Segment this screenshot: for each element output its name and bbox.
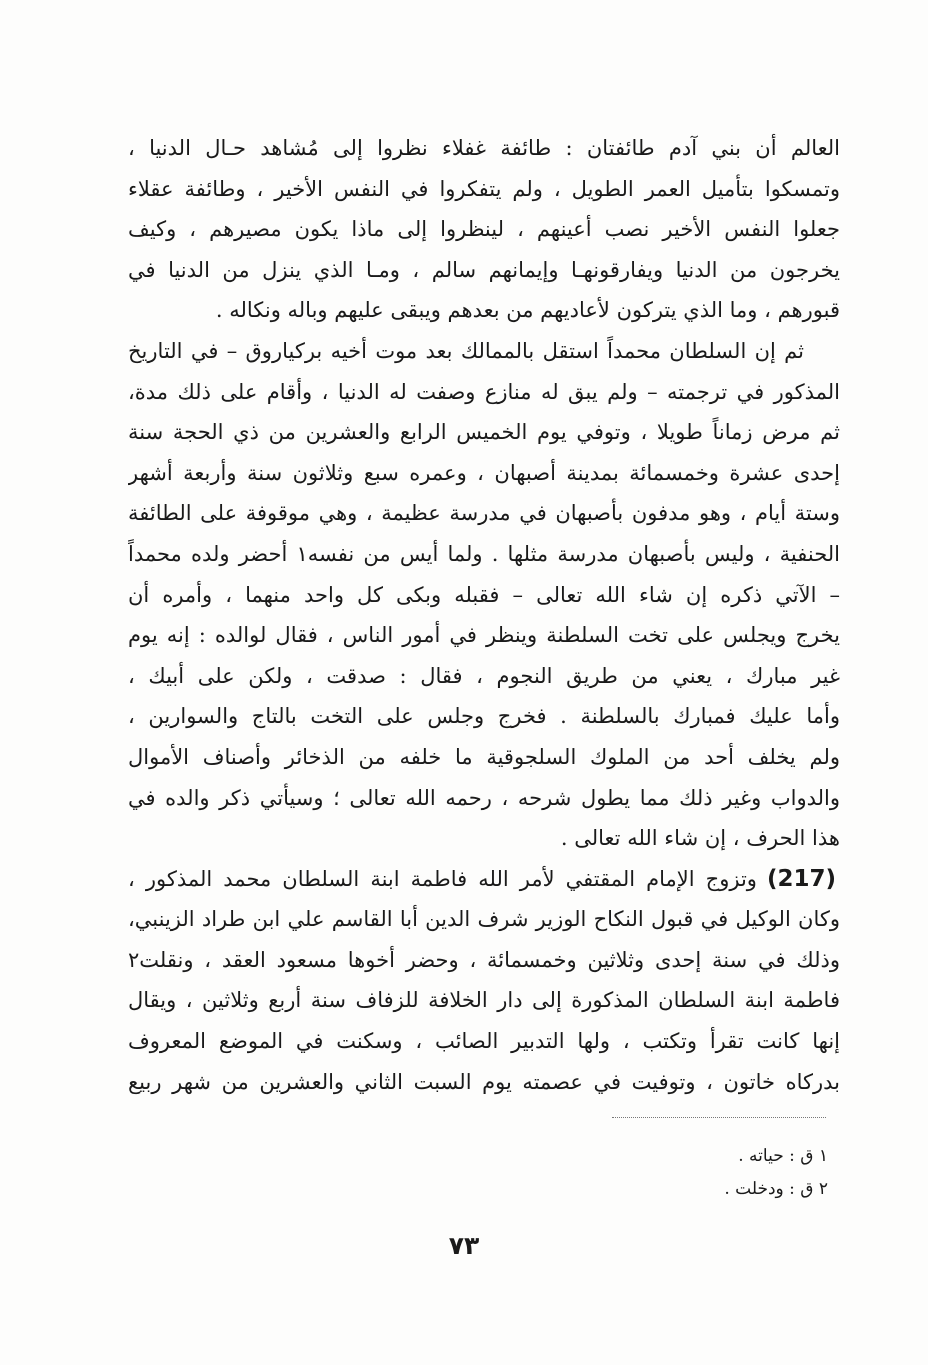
text-line: يخرجون من الدنيا ويفارقونهـا وإيمانهم سالم ، ومـا الذي ينزل من الدنيا في: [128, 257, 840, 282]
text-line: والدواب وغير ذلك مما يطول شرحه ، رحمه الله تعالى ؛ وسيأتي ذكر والده في: [128, 785, 840, 810]
text-line: ثم مرض زماناً طويلا ، وتوفي يوم الخميس الرابع والعشرين من ذي الحجة سنة: [128, 420, 840, 445]
entry-first-line-text: وتزوج الإمام المقتفي لأمر الله فاطمة ابنة السلطان محمد المذكور ،: [128, 866, 757, 891]
text-line: إحدى عشرة وخمسمائة بمدينة أصبهان ، وعمره سبع وثلاثون سنة وأربعة أشهر: [128, 460, 840, 485]
text-line: ثم إن السلطان محمداً استقل بالممالك بعد موت أخيه بركياروق – في التاريخ: [128, 338, 804, 363]
entry-number: (217): [766, 865, 836, 892]
footnote: ٢ ق : ودخلت .: [724, 1179, 828, 1199]
text-line: وذلك في سنة إحدى وثلاثين وخمسمائة ، وحضر أخوها مسعود العقد ، ونقلت٢: [128, 947, 840, 972]
footnote-separator: [612, 1117, 826, 1118]
page-number: ٧٣: [448, 1231, 480, 1260]
text-line: – الآتي ذكره إن شاء الله تعالى – فقبله وبكى كل واحد منهما ، وأمره أن: [128, 582, 840, 607]
text-line: يخرج ويجلس على تخت السلطنة وينظر في أمور الناس ، فقال لوالده : إنه يوم: [128, 623, 840, 648]
text-line: جعلوا النفس الأخير نصب أعينهم ، لينظروا إلى ماذا يكون مصيرهم ، وكيف: [128, 217, 840, 242]
text-line: قبورهم ، وما الذي يتركون لأعاديهم من بعدهم ويبقى عليهم وباله ونكاله .: [215, 298, 840, 323]
text-line: وستة أيام ، وهو مدفون بأصبهان في مدرسة عظيمة ، وهي موقوفة على الطائفة: [128, 501, 840, 526]
text-line: ولم يخلف أحد من الملوك السلجوقية ما خلفه من الذخائر وأصناف الأموال: [128, 744, 840, 769]
text-line: وأما عليك فمبارك بالسلطنة . فخرج وجلس على التخت بالتاج والسوارين ،: [128, 704, 840, 729]
text-line: فاطمة ابنة السلطان المذكورة إلى دار الخلافة للزفاف سنة أربع وثلاثين ، ويقال: [128, 988, 840, 1013]
text-line: المذكور في ترجمته – ولم يبق له منازع وصفت له الدنيا ، وأقام على ذلك مدة،: [128, 379, 840, 404]
text-line: إنها كانت تقرأ وتكتب ، ولها التدبير الصائب ، وسكنت في الموضع المعروف: [128, 1029, 840, 1054]
footnotes: [560, 1140, 828, 1206]
main-text: [128, 128, 840, 1102]
text-line: غير مبارك ، يعني من طريق النجوم ، فقال : صدقت ، ولكن على أبيك ،: [128, 663, 840, 688]
text-line: هذا الحرف ، إن شاء الله تعالى .: [560, 826, 840, 851]
text-line: الحنفية ، وليس بأصبهان مدرسة مثلها . ولما أيس من نفسه١ أحضر ولده محمداً: [128, 541, 840, 566]
entry-first-line: [128, 859, 840, 900]
footnote: ١ ق : حياته .: [738, 1146, 828, 1166]
text-line: وتمسكوا بتأميل العمر الطويل ، ولم يتفكروا في النفس الأخير ، وطائفة عقلاء: [128, 176, 840, 201]
text-line: وكان الوكيل في قبول النكاح الوزير شرف الدين أبا القاسم علي ابن طراد الزينبي،: [128, 907, 840, 932]
text-line: بدركاه خاتون ، وتوفيت في عصمته يوم السبت الثاني والعشرين من شهر ربيع: [128, 1069, 840, 1094]
text-line: العالم أن بني آدم طائفتان : طائفة غفلاء نظروا إلى مُشاهد حـال الدنيا ،: [128, 136, 840, 160]
